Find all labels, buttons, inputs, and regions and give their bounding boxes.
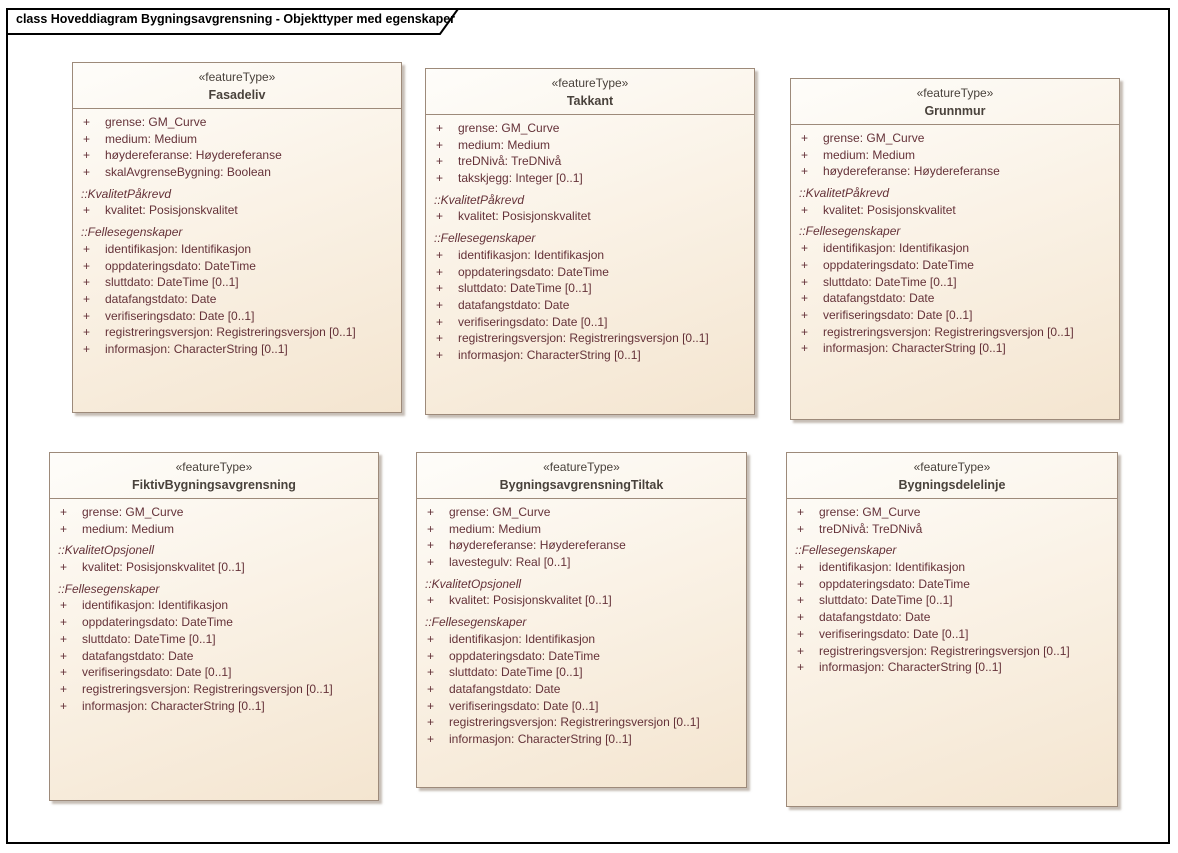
attribute-row [50, 681, 378, 698]
stereotype-label: «featureType» [551, 76, 629, 90]
attribute-row [787, 592, 1117, 609]
class-box-takkant[interactable] [425, 68, 755, 415]
visibility-marker: + [427, 648, 435, 663]
attribute-row [417, 504, 746, 521]
visibility-marker: + [83, 241, 91, 256]
attributes-compartment [791, 125, 1119, 357]
visibility-marker: + [83, 131, 91, 146]
attribute-row [426, 264, 754, 281]
attribute-text: grense: GM_Curve [823, 131, 925, 145]
visibility-marker: + [83, 308, 91, 323]
attribute-row [426, 247, 754, 264]
attribute-text: takskjegg: Integer [0..1] [458, 171, 583, 186]
visibility-marker: + [801, 257, 809, 272]
attributes-compartment [787, 499, 1117, 676]
visibility-marker: + [83, 341, 91, 356]
attribute-text: identifikasjon: Identifikasjon [819, 560, 966, 575]
attribute-text: skalAvgrenseBygning: Boolean [105, 165, 271, 180]
attribute-row [73, 164, 401, 181]
attribute-text: sluttdato: DateTime [0..1] [82, 631, 216, 646]
attribute-text: informasjon: CharacterString [0..1] [458, 347, 641, 362]
attribute-text: kvalitet: Posisjonskvalitet [0..1] [82, 560, 245, 575]
visibility-marker: + [801, 147, 809, 162]
attribute-row [73, 324, 401, 341]
visibility-marker: + [427, 555, 435, 570]
attribute-text: oppdateringsdato: DateTime [105, 258, 256, 273]
attribute-row [417, 614, 746, 631]
visibility-marker: + [436, 171, 444, 186]
class-name: Takkant [566, 94, 614, 108]
attribute-row [426, 297, 754, 314]
attribute-row [417, 576, 746, 593]
visibility-marker: + [60, 615, 68, 630]
attribute-text: datafangstdato: Date [458, 297, 570, 312]
attribute-text: datafangstdato: Date [105, 291, 217, 306]
visibility-marker: + [801, 341, 809, 356]
attribute-text: oppdateringsdato: DateTime [823, 257, 974, 272]
visibility-marker: + [797, 576, 805, 591]
attribute-row [791, 307, 1119, 324]
visibility-marker: + [60, 598, 68, 613]
attribute-text: sluttdato: DateTime [0..1] [458, 281, 592, 296]
class-box-fasadeliv[interactable] [72, 62, 402, 413]
attribute-row [417, 681, 746, 698]
attribute-text: informasjon: CharacterString [0..1] [82, 698, 265, 713]
attribute-row [426, 230, 754, 247]
visibility-marker: + [60, 521, 68, 536]
attribute-text: informasjon: CharacterString [0..1] [823, 341, 1006, 356]
visibility-marker: + [797, 593, 805, 608]
visibility-marker: + [60, 665, 68, 680]
attribute-text: informasjon: CharacterString [0..1] [819, 660, 1002, 675]
attribute-text: verifiseringsdato: Date [0..1] [82, 665, 232, 680]
attribute-row [50, 581, 378, 598]
attribute-row [787, 643, 1117, 660]
attribute-text: ::KvalitetPåkrevd [799, 186, 890, 201]
attribute-row [787, 504, 1117, 521]
attribute-text: kvalitet: Posisjonskvalitet [823, 202, 956, 217]
visibility-marker: + [436, 154, 444, 169]
visibility-marker: + [60, 698, 68, 713]
visibility-marker: + [797, 660, 805, 675]
attribute-text: verifiseringsdato: Date [0..1] [449, 698, 599, 713]
attribute-row [787, 559, 1117, 576]
attribute-text: grense: GM_Curve [449, 505, 551, 519]
attribute-text: ::KvalitetPåkrevd [81, 186, 172, 201]
visibility-marker: + [436, 137, 444, 152]
attribute-text: ::KvalitetOpsjonell [58, 543, 155, 558]
attribute-text: sluttdato: DateTime [0..1] [823, 274, 957, 289]
visibility-marker: + [801, 202, 809, 217]
visibility-marker: + [801, 291, 809, 306]
visibility-marker: + [797, 610, 805, 625]
attribute-text: verifiseringsdato: Date [0..1] [105, 308, 255, 323]
attribute-row [426, 120, 754, 137]
attribute-text: datafangstdato: Date [823, 291, 935, 306]
attribute-row [791, 223, 1119, 240]
attribute-text: verifiseringsdato: Date [0..1] [823, 307, 973, 322]
attribute-row [50, 698, 378, 715]
class-header [787, 453, 1117, 499]
attribute-row [50, 614, 378, 631]
attribute-row [787, 659, 1117, 676]
visibility-marker: + [436, 209, 444, 224]
attribute-row [73, 114, 401, 131]
attributes-compartment [50, 499, 378, 714]
attribute-text: kvalitet: Posisjonskvalitet [0..1] [449, 593, 612, 608]
class-name: Fasadeliv [208, 88, 266, 102]
visibility-marker: + [436, 281, 444, 296]
attribute-text: grense: GM_Curve [458, 121, 560, 135]
attribute-text: datafangstdato: Date [819, 610, 931, 625]
attribute-text: informasjon: CharacterString [0..1] [449, 731, 632, 746]
visibility-marker: + [797, 560, 805, 575]
attribute-row [791, 130, 1119, 147]
class-box-bygningsdelelinje[interactable] [786, 452, 1118, 807]
attribute-row [787, 521, 1117, 538]
attribute-text: sluttdato: DateTime [0..1] [105, 275, 239, 290]
attribute-row [73, 291, 401, 308]
visibility-marker: + [801, 307, 809, 322]
attribute-row [426, 170, 754, 187]
visibility-marker: + [83, 325, 91, 340]
attribute-text: ::Fellesegenskaper [425, 615, 527, 630]
attribute-row [426, 347, 754, 364]
visibility-marker: + [436, 264, 444, 279]
attribute-row [417, 554, 746, 571]
attribute-text: identifikasjon: Identifikasjon [449, 631, 596, 646]
attribute-text: informasjon: CharacterString [0..1] [105, 341, 288, 356]
attribute-text: grense: GM_Curve [82, 505, 184, 519]
attribute-text: sluttdato: DateTime [0..1] [449, 665, 583, 680]
attribute-text: verifiseringsdato: Date [0..1] [458, 314, 608, 329]
attribute-text: medium: Medium [458, 137, 551, 152]
class-name: Bygningsdelelinje [898, 478, 1006, 492]
attribute-row [73, 258, 401, 275]
attribute-text: lavestegulv: Real [0..1] [449, 555, 571, 570]
attribute-text: identifikasjon: Identifikasjon [105, 241, 252, 256]
attribute-text: datafangstdato: Date [449, 681, 561, 696]
attribute-text: sluttdato: DateTime [0..1] [819, 593, 953, 608]
stereotype-label: «featureType» [198, 70, 276, 84]
attribute-row [791, 185, 1119, 202]
attribute-text: medium: Medium [82, 521, 175, 536]
visibility-marker: + [801, 131, 809, 145]
visibility-marker: + [797, 643, 805, 658]
attribute-text: identifikasjon: Identifikasjon [823, 241, 970, 256]
attribute-row [50, 597, 378, 614]
visibility-marker: + [427, 538, 435, 553]
attribute-row [73, 131, 401, 148]
attribute-text: oppdateringsdato: DateTime [82, 615, 233, 630]
visibility-marker: + [83, 203, 91, 218]
attribute-row [73, 202, 401, 219]
attribute-row [426, 314, 754, 331]
visibility-marker: + [436, 347, 444, 362]
attribute-row [791, 290, 1119, 307]
attribute-row [73, 241, 401, 258]
attribute-text: verifiseringsdato: Date [0..1] [819, 626, 969, 641]
attribute-text: høydereferanse: Høydereferanse [105, 148, 282, 163]
class-header [73, 63, 401, 109]
visibility-marker: + [60, 505, 68, 519]
diagram-title: class Hoveddiagram Bygningsavgrensning - Objekttyper med egenskaper [16, 12, 456, 26]
attribute-row [50, 521, 378, 538]
attribute-text: registreringsversjon: Registreringsversjon [0..1] [458, 331, 709, 346]
attribute-row [791, 340, 1119, 357]
attribute-text: oppdateringsdato: DateTime [449, 648, 600, 663]
visibility-marker: + [427, 521, 435, 536]
attribute-text: høydereferanse: Høydereferanse [449, 538, 626, 553]
visibility-marker: + [427, 665, 435, 680]
attribute-text: medium: Medium [449, 521, 542, 536]
visibility-marker: + [427, 593, 435, 608]
attributes-compartment [426, 115, 754, 364]
visibility-marker: + [436, 247, 444, 262]
attribute-row [417, 521, 746, 538]
attribute-row [417, 648, 746, 665]
visibility-marker: + [427, 681, 435, 696]
attributes-compartment [73, 109, 401, 358]
attribute-row [50, 504, 378, 521]
visibility-marker: + [83, 275, 91, 290]
attribute-text: oppdateringsdato: DateTime [819, 576, 970, 591]
attribute-text: ::Fellesegenskaper [795, 543, 897, 558]
stereotype-label: «featureType» [543, 460, 620, 474]
visibility-marker: + [797, 505, 805, 519]
attribute-row [417, 698, 746, 715]
attribute-row [417, 592, 746, 609]
attribute-row [787, 609, 1117, 626]
attribute-text: treDNivå: TreDNivå [819, 521, 923, 536]
attribute-row [73, 341, 401, 358]
attribute-row [791, 202, 1119, 219]
attribute-text: medium: Medium [823, 147, 916, 162]
attribute-row [73, 186, 401, 203]
attribute-row [791, 257, 1119, 274]
visibility-marker: + [83, 148, 91, 163]
attribute-row [50, 648, 378, 665]
class-name: Grunnmur [924, 104, 986, 118]
visibility-marker: + [427, 698, 435, 713]
visibility-marker: + [801, 164, 809, 179]
attribute-row [426, 330, 754, 347]
class-box-bygningsavgrensningtiltak[interactable] [416, 452, 747, 788]
attribute-text: ::Fellesegenskaper [434, 231, 536, 246]
attribute-text: ::KvalitetOpsjonell [425, 576, 522, 591]
attributes-compartment [417, 499, 746, 748]
attribute-text: oppdateringsdato: DateTime [458, 264, 609, 279]
class-header [50, 453, 378, 499]
attribute-text: kvalitet: Posisjonskvalitet [458, 209, 591, 224]
visibility-marker: + [801, 274, 809, 289]
visibility-marker: + [83, 115, 91, 129]
attribute-row [426, 208, 754, 225]
visibility-marker: + [60, 648, 68, 663]
visibility-marker: + [436, 331, 444, 346]
attribute-text: ::Fellesegenskaper [799, 224, 901, 239]
attribute-row [50, 542, 378, 559]
attribute-text: treDNivå: TreDNivå [458, 154, 562, 169]
class-header [426, 69, 754, 115]
attribute-row [791, 147, 1119, 164]
attribute-text: identifikasjon: Identifikasjon [458, 247, 605, 262]
attribute-text: ::KvalitetPåkrevd [434, 192, 525, 207]
attribute-row [791, 324, 1119, 341]
visibility-marker: + [427, 715, 435, 730]
class-name: FiktivBygningsavgrensning [132, 478, 296, 492]
attribute-text: grense: GM_Curve [819, 505, 921, 519]
attribute-row [787, 626, 1117, 643]
visibility-marker: + [427, 731, 435, 746]
class-header [791, 79, 1119, 125]
attribute-row [787, 576, 1117, 593]
visibility-marker: + [797, 521, 805, 536]
attribute-row [417, 631, 746, 648]
class-box-fiktivbygningsavgrensning[interactable] [49, 452, 379, 801]
stereotype-label: «featureType» [913, 460, 991, 474]
attribute-text: identifikasjon: Identifikasjon [82, 598, 229, 613]
class-box-grunnmur[interactable] [790, 78, 1120, 420]
attribute-row [426, 153, 754, 170]
attribute-text: datafangstdato: Date [82, 648, 194, 663]
attribute-text: medium: Medium [105, 131, 198, 146]
attribute-row [417, 731, 746, 748]
attribute-text: registreringsversjon: Registreringsversjon [0..1] [105, 325, 356, 340]
visibility-marker: + [436, 297, 444, 312]
stereotype-label: «featureType» [916, 86, 994, 100]
attribute-row [50, 559, 378, 576]
visibility-marker: + [83, 258, 91, 273]
attribute-row [73, 308, 401, 325]
attribute-row [50, 664, 378, 681]
attribute-row [426, 192, 754, 209]
attribute-text: kvalitet: Posisjonskvalitet [105, 203, 238, 218]
attribute-text: registreringsversjon: Registreringsversjon [0..1] [449, 715, 700, 730]
attribute-text: registreringsversjon: Registreringsversjon [0..1] [823, 324, 1074, 339]
visibility-marker: + [801, 324, 809, 339]
visibility-marker: + [60, 681, 68, 696]
attribute-row [50, 631, 378, 648]
visibility-marker: + [436, 121, 444, 135]
attribute-row [426, 280, 754, 297]
attribute-row [73, 147, 401, 164]
stereotype-label: «featureType» [175, 460, 253, 474]
visibility-marker: + [60, 631, 68, 646]
class-name: BygningsavgrensningTiltak [499, 478, 664, 492]
attribute-row [417, 537, 746, 554]
visibility-marker: + [797, 626, 805, 641]
attribute-row [73, 224, 401, 241]
attribute-text: registreringsversjon: Registreringsversjon [0..1] [82, 681, 333, 696]
visibility-marker: + [427, 505, 435, 519]
attribute-row [791, 240, 1119, 257]
attribute-text: registreringsversjon: Registreringsversjon [0..1] [819, 643, 1070, 658]
visibility-marker: + [83, 165, 91, 180]
attribute-row [787, 542, 1117, 559]
visibility-marker: + [427, 631, 435, 646]
visibility-marker: + [60, 560, 68, 575]
attribute-row [791, 274, 1119, 291]
visibility-marker: + [436, 314, 444, 329]
attribute-row [73, 274, 401, 291]
attribute-row [426, 137, 754, 154]
visibility-marker: + [83, 291, 91, 306]
attribute-row [791, 163, 1119, 180]
attribute-text: ::Fellesegenskaper [58, 581, 160, 596]
attribute-row [417, 664, 746, 681]
visibility-marker: + [801, 241, 809, 256]
class-header [417, 453, 746, 499]
attribute-text: grense: GM_Curve [105, 115, 207, 129]
attribute-text: høydereferanse: Høydereferanse [823, 164, 1000, 179]
attribute-text: ::Fellesegenskaper [81, 225, 183, 240]
attribute-row [417, 714, 746, 731]
